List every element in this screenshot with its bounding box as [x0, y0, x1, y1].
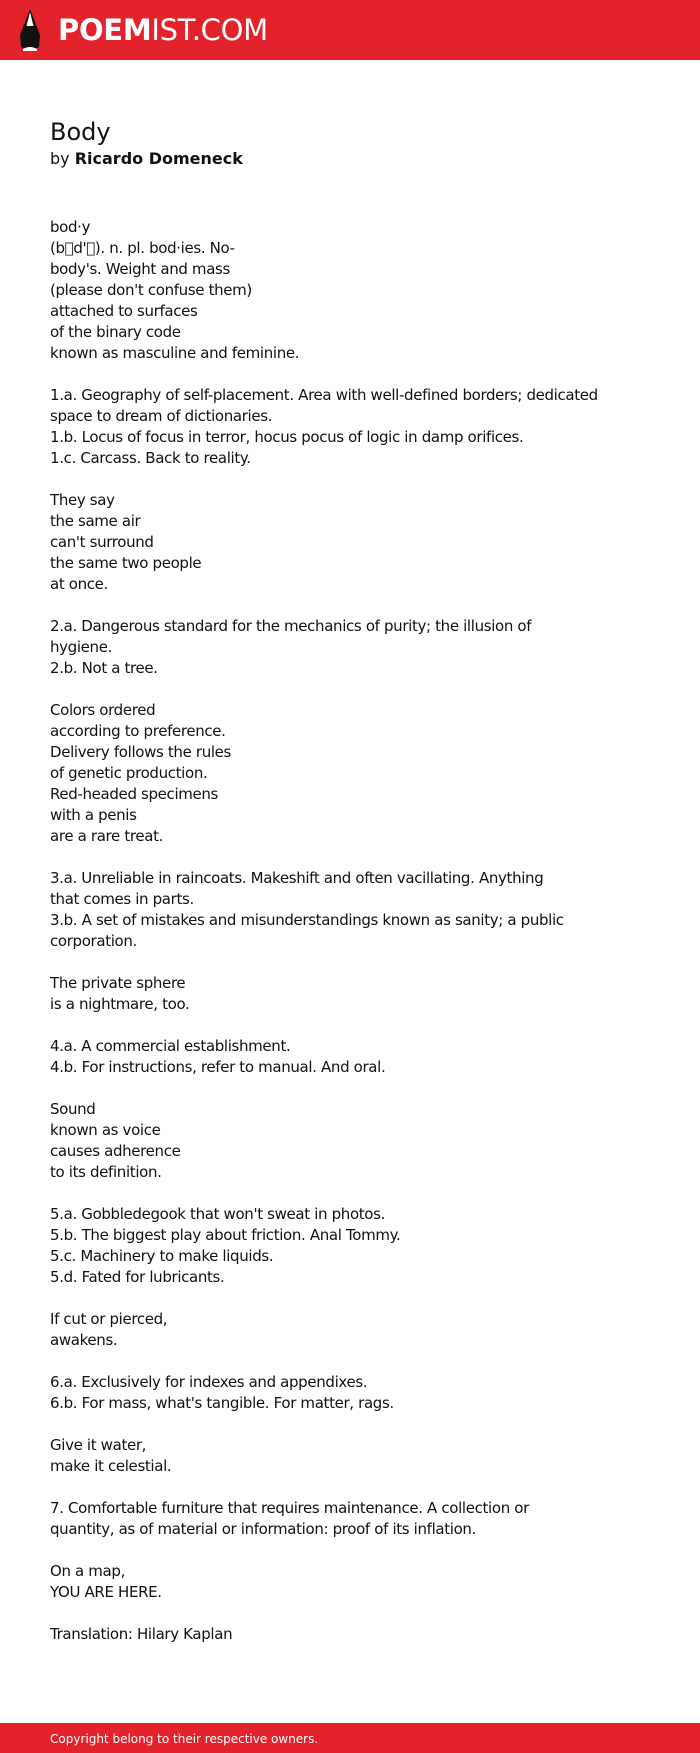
stanza: [50, 973, 650, 1015]
poem-line: (please don't confuse them): [50, 281, 252, 299]
stanza: [50, 616, 650, 679]
pen-nib-icon: [17, 9, 43, 51]
poem-line: of genetic production.: [50, 764, 208, 782]
copyright-notice: Copyright belong to their respective owners.: [50, 1732, 319, 1746]
stanza: [50, 1435, 650, 1477]
poem-line: corporation.: [50, 932, 137, 950]
poem-article: [50, 117, 650, 1666]
stanza: [50, 700, 650, 847]
site-header: [0, 0, 700, 60]
poem-line: 1.a. Geography of self-placement. Area with well-defined borders; dedicated: [50, 386, 598, 404]
poem-body: [50, 217, 650, 1645]
poem-line: make it celestial.: [50, 1457, 172, 1475]
poem-line: bod·y: [50, 218, 91, 236]
poem-line: Give it water,: [50, 1436, 147, 1454]
poem-line: that comes in parts.: [50, 890, 194, 908]
poem-line: 1.c. Carcass. Back to reality.: [50, 449, 251, 467]
stanza: [50, 1561, 650, 1603]
stanza: [50, 1204, 650, 1288]
stanza: [50, 490, 650, 595]
poem-line: hygiene.: [50, 638, 113, 656]
site-name-strong: POEM: [58, 12, 152, 47]
author-name: Ricardo Domeneck: [74, 149, 243, 168]
stanza: [50, 1036, 650, 1078]
poem-line: causes adherence: [50, 1142, 181, 1160]
poem-line: known as voice: [50, 1121, 161, 1139]
site-footer: [0, 1723, 700, 1753]
poem-line: 4.a. A commercial establishment.: [50, 1037, 291, 1055]
poem-line: 6.a. Exclusively for indexes and appendixes.: [50, 1373, 368, 1391]
poem-line: Red-headed specimens: [50, 785, 219, 803]
stanza: [50, 868, 650, 952]
poem-line: attached to surfaces: [50, 302, 198, 320]
stanza: [50, 1309, 650, 1351]
poem-line: 4.b. For instructions, refer to manual. And oral.: [50, 1058, 386, 1076]
site-name: [58, 12, 268, 47]
poem-line: They say: [50, 491, 115, 509]
stanza: [50, 1099, 650, 1183]
poem-line: quantity, as of material or information: proof of its inflation.: [50, 1520, 476, 1538]
poem-line: are a rare treat.: [50, 827, 164, 845]
poem-line: The private sphere: [50, 974, 186, 992]
poem-line: Delivery follows the rules: [50, 743, 232, 761]
poem-line: If cut or pierced,: [50, 1310, 168, 1328]
poem-line: can't surround: [50, 533, 154, 551]
byline: [50, 148, 650, 170]
poem-line: at once.: [50, 575, 108, 593]
poem-line: Translation: Hilary Kaplan: [50, 1625, 233, 1643]
poem-line: 5.a. Gobbledegook that won't sweat in photos.: [50, 1205, 386, 1223]
stanza: [50, 1624, 650, 1645]
poem-line: known as masculine and feminine.: [50, 344, 300, 362]
poem-line: 3.a. Unreliable in raincoats. Makeshift and often vacillating. Anything: [50, 869, 544, 887]
poem-line: 5.c. Machinery to make liquids.: [50, 1247, 274, 1265]
poem-line: 2.b. Not a tree.: [50, 659, 158, 677]
poem-line: On a map,: [50, 1562, 125, 1580]
poem-line: of the binary code: [50, 323, 181, 341]
poem-line: 6.b. For mass, what's tangible. For matter, rags.: [50, 1394, 394, 1412]
poem-line: Colors ordered: [50, 701, 156, 719]
poem-line: Sound: [50, 1100, 96, 1118]
site-logo[interactable]: [17, 9, 268, 51]
poem-line: to its definition.: [50, 1163, 162, 1181]
by-label: by: [50, 149, 70, 168]
poem-line: is a nightmare, too.: [50, 995, 190, 1013]
poem-line: 1.b. Locus of focus in terror, hocus pocus of logic in damp orifices.: [50, 428, 524, 446]
stanza: [50, 217, 650, 364]
poem-line: according to preference.: [50, 722, 226, 740]
poem-line: awakens.: [50, 1331, 118, 1349]
poem-line: 2.a. Dangerous standard for the mechanics of purity; the illusion of: [50, 617, 532, 635]
stanza: [50, 385, 650, 469]
poem-line: the same two people: [50, 554, 202, 572]
poem-line: 5.b. The biggest play about friction. Anal Tommy.: [50, 1226, 401, 1244]
site-name-light: IST.COM: [151, 12, 268, 47]
poem-line: the same air: [50, 512, 141, 530]
poem-line: (b d' ). n. pl. bod·ies. No-: [50, 239, 235, 257]
poem-line: with a penis: [50, 806, 137, 824]
poem-line: 3.b. A set of mistakes and misunderstandings known as sanity; a public: [50, 911, 564, 929]
poem-line: 7. Comfortable furniture that requires maintenance. A collection or: [50, 1499, 529, 1517]
poem-line: body's. Weight and mass: [50, 260, 230, 278]
poem-title: Body: [50, 118, 111, 146]
stanza: [50, 1372, 650, 1414]
poem-line: space to dream of dictionaries.: [50, 407, 273, 425]
poem-line: YOU ARE HERE.: [50, 1583, 162, 1601]
poem-line: 5.d. Fated for lubricants.: [50, 1268, 225, 1286]
stanza: [50, 1498, 650, 1540]
